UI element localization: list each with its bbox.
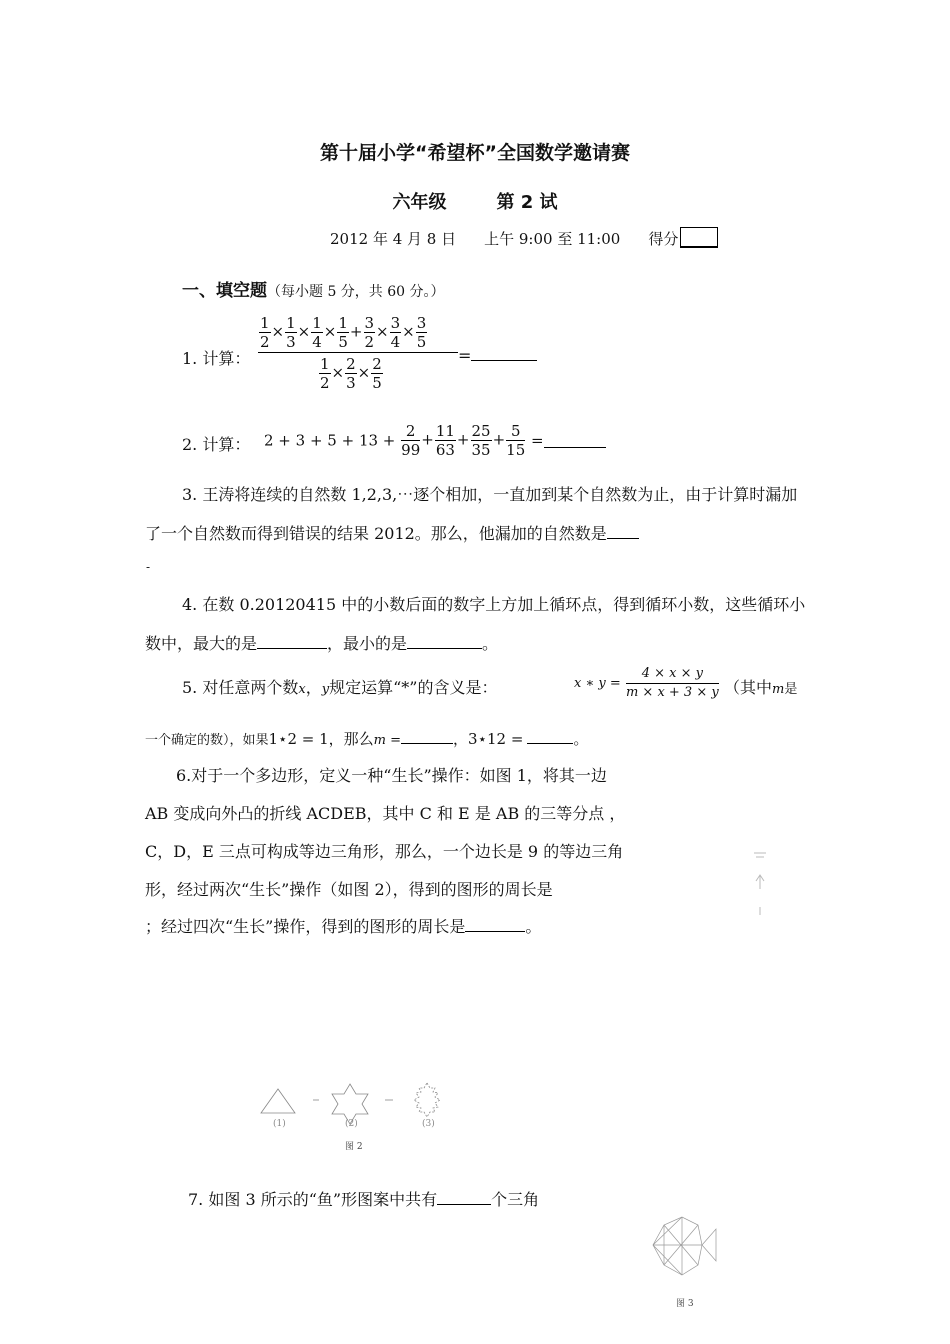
q1-expression — [258, 314, 458, 392]
fig3-tail — [702, 1229, 716, 1261]
q5-expr2: 3⋆12 = — [468, 730, 524, 748]
grade-label: 六年级 — [392, 192, 447, 213]
q5-sep: ， — [453, 730, 469, 748]
q5-paren: （其中 — [724, 678, 773, 697]
q5-then: ，那么 — [328, 730, 374, 748]
q4-body: 4. 在数 0.20120415 中的小数后面的数字上方加上循环点，得到循环小数，这些循环小数中，最大的是 — [145, 595, 806, 653]
q3-body: 3. 王涛将连续的自然数 1,2,3,⋯逐个相加，一直加到某个自然数为止，由于计算时漏加了一个自然数而得到错误的结果 2012。那么，他漏加的自然数是 — [145, 485, 798, 543]
q1-label: 1. 计算： — [182, 349, 251, 368]
q2-equals: = — [531, 431, 544, 450]
q5-blank-m[interactable] — [401, 729, 453, 744]
q3-blank[interactable] — [607, 524, 639, 539]
q7-text — [188, 1187, 539, 1210]
q6-line1: 6.对于一个多边形，定义一种“生长”操作：如图 1，将其一边 — [176, 766, 607, 785]
figure3-caption: 图 3 — [676, 1299, 694, 1309]
q3-text — [145, 475, 810, 553]
q5-var-x: x — [298, 682, 306, 697]
q6-line5-text: ；经过四次“生长”操作，得到的图形的周长是 — [145, 917, 466, 936]
figure3-image — [650, 1215, 720, 1280]
exam-time: 上午 9:00 至 11:00 — [484, 230, 621, 248]
fig2-snowflake — [414, 1083, 440, 1117]
q4-end: 。 — [482, 634, 499, 653]
q5-line1 — [182, 675, 497, 698]
figure2-image — [255, 1080, 455, 1130]
q7-blank[interactable] — [437, 1190, 491, 1205]
q5-denominator: m × x + 3 × y — [625, 685, 719, 700]
fig2-sub3: (3) — [422, 1119, 435, 1129]
q2-blank[interactable] — [544, 433, 606, 448]
q3-dash: - — [146, 560, 151, 574]
fig3-body — [653, 1217, 702, 1275]
exam-date: 2012 年 4 月 8 日 — [330, 230, 457, 248]
q2-expression: 2 + 3 + 5 + 13 + $\frac{2}{99}$ + $\frac{11}{63}$ + $\frac{25}{35}$ + $\frac{5}{15}$ = — [264, 422, 606, 459]
section-note: （每小题 5 分，共 60 分。） — [267, 284, 445, 300]
q1-answer — [458, 346, 537, 365]
q6-line3: C，D，E 三点可构成等边三角形，那么，一个边长是 9 的等边三角 — [145, 842, 624, 861]
figure1-image — [748, 845, 772, 920]
q5-lhs: x ∗ y = — [574, 676, 621, 691]
q7-body: 7. 如图 3 所示的“鱼”形图案中共有 — [188, 1190, 438, 1209]
q5-formula — [574, 665, 720, 702]
q4-blank-max[interactable] — [257, 634, 327, 649]
q1-numerator: $\frac{1}{2}$ × $\frac{1}{3}$ × $\frac{1}{4}$ × $\frac{1}{5}$ + $\frac{3}{2}$ × $\frac{3}{4}$ × $\frac{3}{5}$ — [258, 314, 458, 353]
q5-m-eq: m = — [373, 733, 402, 748]
q4-text — [145, 585, 810, 663]
page-title: 第十届小学“希望杯”全国数学邀请赛 — [320, 142, 630, 164]
fig2-sub1: (1) — [273, 1119, 286, 1129]
section-title: 一、填空题 — [182, 281, 267, 301]
q2-lead: 2 + 3 + 5 + 13 + — [264, 431, 396, 450]
q7-end: 个三角 — [491, 1190, 540, 1209]
q5-is: 是 — [784, 682, 798, 697]
exam-subtitle — [0, 188, 950, 214]
q1-equals: = — [458, 346, 472, 365]
round-label: 第 2 试 — [496, 192, 558, 213]
q5-intro: 5. 对任意两个数 — [182, 678, 299, 697]
score-label: 得分 — [648, 230, 679, 248]
q5-expr1: 1⋆2 = 1 — [268, 730, 329, 748]
section-heading — [182, 276, 445, 301]
q4-min-label: ，最小的是 — [327, 634, 408, 653]
fig2-star — [332, 1084, 368, 1124]
q6-blank[interactable] — [465, 917, 525, 932]
q5-var-y: y — [321, 682, 330, 697]
fig2-sub2: (2) — [345, 1119, 358, 1129]
q5-def: 规定运算“*”的含义是： — [329, 678, 498, 697]
q1-blank[interactable] — [471, 346, 537, 361]
q5-blank-result[interactable] — [527, 729, 573, 744]
q5-line2 — [145, 728, 588, 749]
score-box[interactable] — [680, 227, 718, 248]
q2-label: 2. 计算： — [182, 435, 251, 454]
q5-line1-end — [724, 675, 797, 698]
q5-var-m: m — [772, 682, 785, 697]
q5-numerator: 4 × x × y — [626, 665, 719, 684]
q6-line4: 形，经过两次“生长”操作（如图 2），得到的图形的周长是 — [145, 880, 553, 899]
q5-comma: ， — [305, 678, 322, 697]
q5-end: 。 — [573, 730, 589, 748]
q5-line2-intro: 一个确定的数），如果 — [145, 733, 269, 748]
q6-line2: AB 变成向外凸的折线 ACDEB，其中 C 和 E 是 AB 的三等分点 ， — [145, 804, 626, 823]
q6-line5 — [145, 914, 541, 937]
q6-end: 。 — [525, 917, 542, 936]
q4-blank-min[interactable] — [407, 634, 482, 649]
date-line — [330, 227, 746, 249]
q1-denominator: $\frac{1}{2}$ × $\frac{2}{3}$ × $\frac{2}{5}$ — [320, 355, 382, 392]
figure2-caption: 图 2 — [345, 1142, 363, 1152]
fig2-triangle — [261, 1089, 295, 1113]
